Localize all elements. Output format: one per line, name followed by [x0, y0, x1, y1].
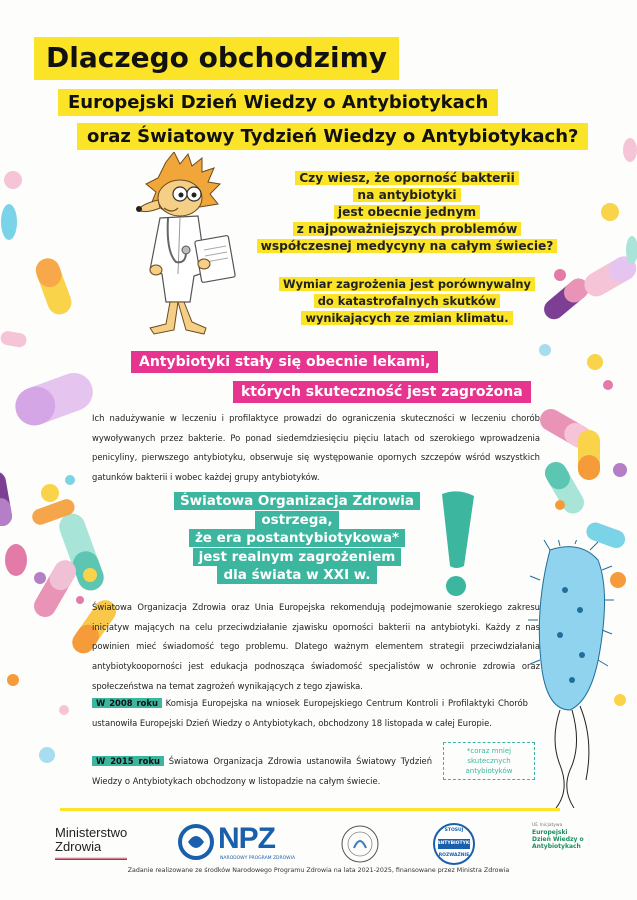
question-line: z najpoważniejszych problemów	[293, 222, 521, 236]
title-line-1: Dlaczego obchodzimy	[34, 37, 399, 80]
polish-flag-icon	[55, 857, 127, 860]
eaad-line-3: Antybiotykach	[532, 843, 581, 850]
ministry-name-line-1: Ministerstwo	[55, 825, 128, 840]
question-line: Czy wiesz, że oporność bakterii	[295, 171, 519, 185]
stosuj-bottom-text: ROZWAŻNIE	[438, 853, 470, 858]
footer-funding-note: Zadanie realizowane ze środków Narodowego Programu Zdrowia na lata 2021-2025, finansowane przez Ministra Zdrowia	[127, 867, 510, 874]
pill-icon	[5, 544, 27, 576]
dot-icon	[76, 596, 84, 604]
threat-block	[252, 276, 562, 327]
who-warning-line: jest realnym zagrożeniem	[193, 548, 402, 566]
threat-line: wynikających ze zmian klimatu.	[301, 311, 512, 325]
footnote-line: skutecznych	[467, 757, 511, 765]
who-warning-block	[166, 492, 428, 585]
dot-icon	[4, 171, 22, 189]
eaad-top-text: UE Inicjatywa	[532, 823, 563, 828]
logo-eaad	[532, 822, 600, 850]
pill-icon	[30, 556, 80, 621]
footnote-line: antybiotyków	[465, 767, 513, 775]
footnote-box	[443, 742, 535, 780]
history-2008	[92, 694, 528, 733]
title-line-2: Europejski Dzień Wiedzy o Antybiotykach	[58, 89, 498, 116]
threat-line: Wymiar zagrożenia jest porównywalny	[279, 277, 535, 291]
npz-logo-text: NPZ	[218, 822, 275, 855]
logo-stosuj-antybiotyki-rozwaznie	[432, 822, 476, 866]
exclamation-icon	[434, 488, 482, 600]
dot-icon	[601, 203, 619, 221]
divider-line	[60, 808, 560, 811]
stosuj-top-text: STOSUJ	[444, 828, 464, 833]
history-2008-text: Komisja Europejska na wniosek Europejskiego Centrum Kontroli i Profilaktyki Chorób ustanowiła Europejski Dzień Wiedzy o Antybiotykach, obchodzony 18 listopada w całej Europie.	[92, 698, 528, 728]
threat-line: do katastrofalnych skutków	[314, 294, 500, 308]
stosuj-mid-text: ANTYBIOTYKI	[437, 841, 471, 846]
hedgehog-doctor-illustration	[136, 152, 248, 338]
history-2015-text: Światowa Organizacja Zdrowia ustanowiła Światowy Tydzień Wiedzy o Antybiotykach obchodzony w listopadzie na całym świecie.	[92, 756, 433, 786]
who-warning-line: że era postantybiotykowa*	[189, 529, 405, 547]
who-warning-line: dla świata w XXI w.	[217, 566, 376, 584]
dot-icon	[59, 705, 69, 715]
question-block	[252, 170, 562, 255]
logo-ministerstwo-zdrowia	[55, 826, 127, 860]
dot-icon	[613, 463, 627, 477]
dot-icon	[555, 500, 565, 510]
dot-icon	[34, 572, 46, 584]
dot-icon	[539, 344, 551, 356]
eaad-line-2: Dzień Wiedzy o	[532, 836, 584, 843]
question-line: na antybiotyki	[353, 188, 460, 202]
dot-icon	[83, 568, 97, 582]
paragraph-who-eu-recommendations: Światowa Organizacja Zdrowia oraz Unia Europejska rekomendują podejmowanie szerokiego zakresu inicjatyw mających na celu przeciwdziałanie zjawisku oporności bakterii na antybiotyki. Każdy z nas powinien mieć świadomość tego problemu. Dlatego ważnym elementem strategii przeciwdziałania antybiotykooporności jest edukacja podnosząca świadomość specjalistów w ochronie zdrowia oraz społeczeństwa na temat zagrożeń wynikających z tego zjawiska.	[92, 602, 540, 691]
pink-heading-line-1: Antybiotyki stały się obecnie lekami,	[131, 351, 438, 373]
pink-heading-line-2: których skuteczność jest zagrożona	[233, 381, 531, 403]
dot-icon	[41, 484, 59, 502]
question-line: jest obecnie jednym	[334, 205, 480, 219]
seal-logo-icon	[340, 824, 380, 864]
tag-2015: W 2015 roku	[92, 756, 164, 766]
tag-2008: W 2008 roku	[92, 698, 162, 708]
pill-icon	[578, 430, 600, 480]
pill-icon	[10, 368, 98, 431]
footnote-line: *coraz mniej	[466, 747, 512, 755]
who-warning-line: Światowa Organizacja Zdrowia	[174, 492, 420, 510]
pill-icon	[1, 204, 17, 240]
pill-icon	[0, 470, 14, 528]
logo-npz	[178, 822, 296, 862]
who-warning-line: ostrzega,	[255, 511, 338, 529]
eaad-line-1: Europejski	[532, 829, 568, 836]
dot-icon	[65, 475, 75, 485]
npz-swirl-icon	[178, 824, 214, 860]
dot-icon	[39, 747, 55, 763]
title-line-3: oraz Światowy Tydzień Wiedzy o Antybiotykach?	[77, 123, 588, 150]
paragraph-antibiotic-overuse: Ich nadużywanie w leczeniu i profilaktyce prowadzi do ograniczenia skuteczności w leczeniu chorób wywoływanych przez bakterie. Po ponad siedemdziesięciu pięciu latach od szerokiego wprowadzenia penicyliny, pierwszego antybiotyku, obserwuje się występowanie opornych szczepów wśród wszystkich gatunków bakterii i wobec każdej grupy antybiotyków.	[92, 413, 540, 483]
dot-icon	[587, 354, 603, 370]
pill-icon	[32, 255, 74, 318]
ministry-name-line-2: Zdrowia	[55, 839, 102, 854]
npz-subtitle: NARODOWY PROGRAM ZDROWIA	[220, 856, 296, 861]
pill-icon	[623, 138, 637, 162]
pill-icon	[0, 330, 28, 348]
dot-icon	[7, 674, 19, 686]
dot-icon	[603, 380, 613, 390]
dot-icon	[614, 694, 626, 706]
history-2015	[92, 752, 432, 791]
question-line: współczesnej medycyny na całym świecie?	[257, 239, 558, 253]
